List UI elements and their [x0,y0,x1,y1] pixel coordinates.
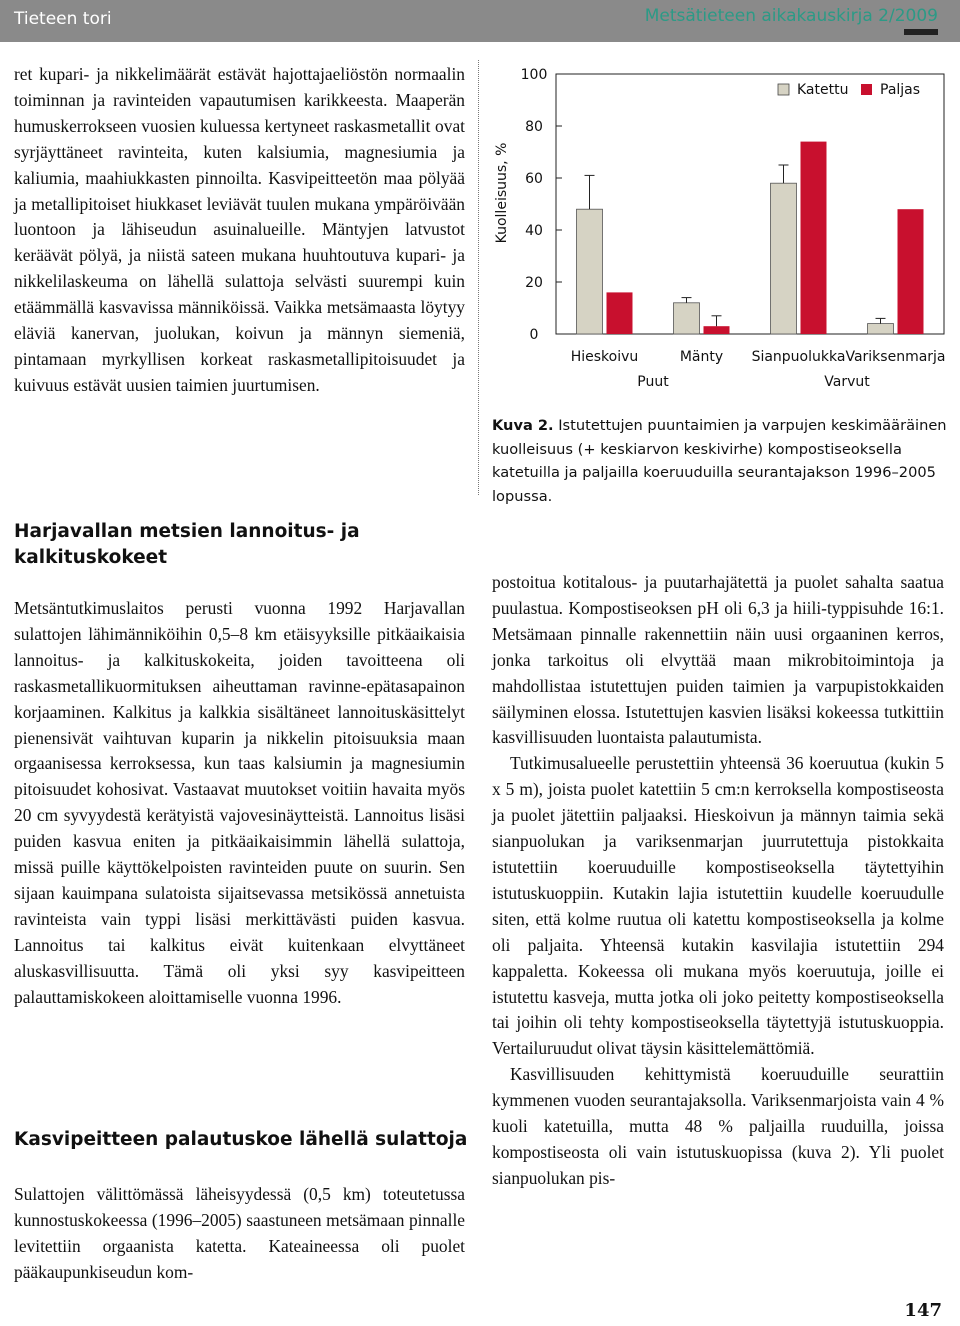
bar-paljas-3 [898,209,924,334]
section-heading-lannoitus: Harjavallan metsien lannoitus- ja kalkituskokeet [14,521,360,568]
paragraph: postoitua kotitalous- ja puutarhajätettä ja puolet sahalta saatua puulastua. Kompostiseoksen pH oli 6,3 ja hiili-typpisuhde 16:1. Metsämaan pinnalle rakennettiin näin uusi orgaaninen kerros, jonka tarkoitus oli elvyttää maan mikrobitoimintoja ja mahdollistaa istutettujen puiden taimien ja varpupistokkaiden säilyminen elossa. Istutettujen kasvien lisäksi kokeessa tutkittiin kasvillisuuden luontaista palautumista. [492,572,944,748]
header-bar-decoration [904,29,938,35]
chart-legend [778,82,920,98]
bar-paljas-1 [704,326,730,334]
group-label: Varvut [824,374,870,390]
group-label: Puut [637,374,669,390]
y-tick-label: 100 [520,67,548,83]
y-tick-label: 20 [525,275,543,291]
legend-swatch-katettu [778,84,789,95]
left-column-text-1 [14,62,465,399]
y-tick-label: 0 [529,327,539,343]
paragraph: Sulattojen välittömässä läheisyydessä (0,5 km) toteutetussa kunnostuskokeessa (1996–2005) saastuneen metsämaan pinnalle levitettiin orgaanista katetta. Kateaineessa oli puolet pääkaupunkiseudun kom- [14,1184,465,1282]
legend-swatch-paljas [861,84,872,95]
y-axis-label: Kuolleisuus, % [494,142,510,244]
journal-title: Metsätieteen aikakauskirja 2/2009 [644,6,938,26]
category-label: Sianpuolukka [751,349,846,365]
bar-paljas-0 [607,292,633,334]
left-column-text-2 [14,596,465,1011]
plot-area [521,67,946,390]
page-number: 147 [904,1300,942,1321]
category-label: Hieskoivu [570,349,639,365]
paragraph: Tutkimusalueelle perustettiin yhteensä 36 koeruutua (kukin 5 x 5 m), joista puolet katettiin 5 cm:n kerroksella kompostiseosta ja puolet jätettiin paljaaksi. Hieskoivun ja männyn taimia sekä sianpuolukan ja variksenmarjan juurrutettuja pistokkaita istutettiin koeruuduille kompostiseoksella täytettyihin istutuskuoppiin. Kutakin lajia istutettiin kuudelle koeruudulle siten, että kolme ruutua oli katettu kompostiseoksella ja kolme oli paljaita. Yhteensä kutakin kasvilajia istutettiin 294 kappaletta. Kokeessa oli mukana myös koeruutuja, joille ei istutettu kasveja, mutta jotka oli joko peitetty kompostiseoksella tai joihin oli tehty kompostiseoksella täytettyjä istutuskuoppia. Vertailuruudut olivat täysin käsittelemättömiä. [492,753,944,1059]
section-heading-palautuskoe: Kasvipeitteen palautuskoe lähellä sulattoja [14,1129,468,1150]
figure-caption [492,414,948,508]
bar-katettu-3 [868,324,894,334]
bar-katettu-1 [674,303,700,334]
category-label: Variksenmarja [845,349,946,365]
left-column-text-3 [14,1182,465,1286]
category-label: Mänty [679,349,724,365]
page-header [0,0,960,42]
y-tick-label: 80 [525,119,543,135]
caption-text: Istutettujen puuntaimien ja varpujen keskimääräinen kuolleisuus (+ keskiarvon keskivirhe) kompostiseoksella katetuilla ja paljailla koeruuduilla seurantajakson 1996–2005 lopussa. [492,417,947,505]
paragraph: Metsäntutkimuslaitos perusti vuonna 1992 Harjavallan sulattojen lähimänniköihin 0,5–8 km etäisyyksille pitkäaikaisia lannoitus- ja kalkituskokeita, joiden tavoitteena oli raskasmetallikuormituksen aiheuttaman ravinne-epätasapainon korjaaminen. Kalkitus ja kalkkia sisältäneet lannoituskäsittelyt pienensivät vaihtuvan kuparin ja nikkelin pitoisuuksia maan orgaanisessa kerroksessa, kun taas kalsiumin ja magnesiumin pitoisuudet kohosivat. Vastaavat muutokset voitiin havaita myös 20 cm syvyydestä kerätyistä vajovesinäytteistä. Lannoitus lisäsi puiden kasvua eniten ja pitkäaikaisimmin lähellä sulattoja, missä puille käyttökelpoisten ravinteiden puute on suurin. Sen sijaan kauimpana sulatoista sijaitsevassa metsikössä annetuista ravinteista vain typpi lisäsi merkittävästi puiden kasvua. Lannoitus tai kalkitus eivät kuitenkaan elvyttäneet aluskasvillisuutta. Tämä oli yksi syy kasvipeitteen palauttamiskokeen aloittamiselle vuonna 1996. [14,598,465,1007]
caption-label: Kuva 2. [492,417,554,434]
right-column-text [492,570,944,1192]
y-tick-label: 40 [525,223,543,239]
paragraph: ret kupari- ja nikkelimäärät estävät hajottajaeliöstön normaalin toiminnan ja ravinteiden vapautumisen karikkeesta. Maaperän humuskerrokseen vuosien kuluessa kertyneet raskasmetallit ovat syrjäyttäneet ravinteita, kuten kalsiumia, magnesiumia ja kaliumia, maahiukkasten pinnoilta. Kasvipeitteetön maa pölyää ja metallipitoiset hiukkaset leviävät tuulen mukana ympäröivään luontoon ja lähiseudun asuinalueille. Mäntyjen latvustot keräävät pölyä, ja niistä sateen mukana huuhtoutuva kupari- ja nikkelilaskeuma on lähellä sulattoja selvästi suurempi kuin etäämmällä kasvavissa männiköissä. Vaikka metsämaasta löytyy eläviä kanervan, juolukan, koivun ja männyn siemeniä, pintamaan myrkyllisen korkeat raskasmetallipitoisuudet ja kuivuus estävät uusien taimien juurtumisen. [14,64,465,395]
y-tick-label: 60 [525,171,543,187]
column-divider [478,60,479,495]
legend-label-paljas: Paljas [880,82,921,98]
mortality-bar-chart [488,58,948,398]
paragraph: Kasvillisuuden kehittymistä koeruuduille seurattiin kymmenen vuoden seurantajaksolla. Variksenmarjoista vain 4 % kuoli katetuilla, mutta 48 % paljailla ruuduilla, joissa kompostiseosta oli vain istutuskuopissa (kuva 2). Yli puolet sianpuolukan pis- [492,1064,944,1188]
legend-label-katettu: Katettu [797,82,849,98]
bar-paljas-2 [801,142,827,334]
bar-katettu-2 [771,183,797,334]
bar-katettu-0 [577,209,603,334]
section-title: Tieteen tori [14,9,112,29]
